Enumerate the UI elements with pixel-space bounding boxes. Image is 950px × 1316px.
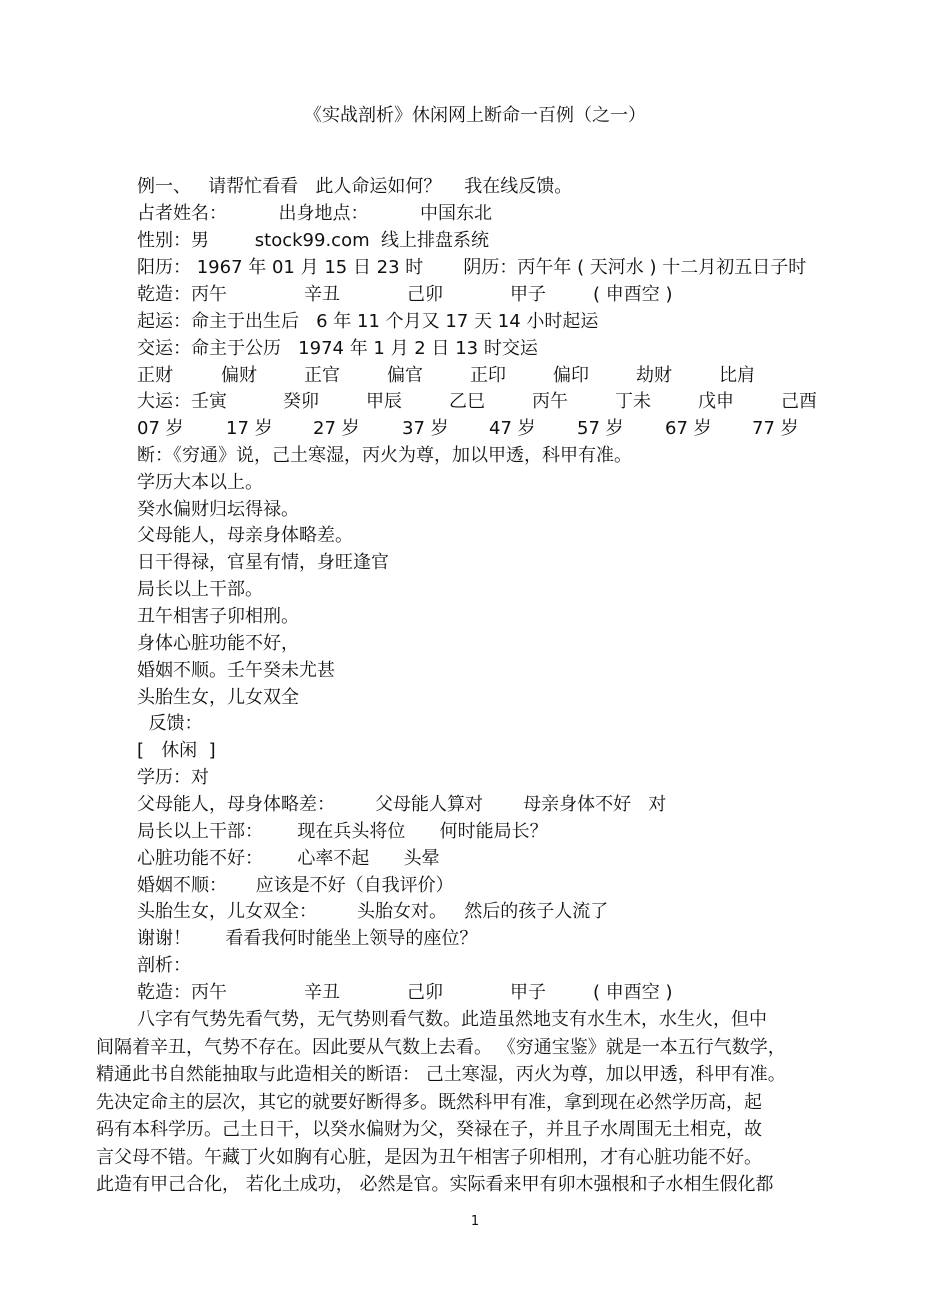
bazi-pillar: 辛丑 bbox=[304, 284, 340, 305]
paragraph-line: 先决定命主的层次，其它的就要好断得多。既然科甲有准，拿到现在必然学历高，起 bbox=[96, 1091, 762, 1113]
body-line: 局长以上干部。 bbox=[137, 579, 263, 600]
bazi-pillar: 甲子 bbox=[510, 982, 546, 1003]
dayun-item: 丁未 bbox=[615, 391, 651, 412]
dayun-item: 戊申 bbox=[698, 391, 734, 412]
author-tag: [ 休闲 ] bbox=[137, 740, 216, 761]
bazi-label: 乾造： bbox=[137, 982, 191, 1003]
bazi-kongwang: ( 申酉空 ) bbox=[593, 982, 673, 1003]
bazi-kongwang: ( 申酉空 ) bbox=[593, 284, 673, 305]
dayun-item: 癸卯 bbox=[283, 391, 319, 412]
bazi-pillar: 甲子 bbox=[510, 284, 546, 305]
shishen-item: 偏财 bbox=[221, 365, 257, 386]
bazi-pillar: 己卯 bbox=[407, 982, 443, 1003]
body-line: 断：《穷通》说，己土寒湿，丙火为尊，加以甲透，科甲有准。 bbox=[137, 445, 632, 466]
shishen-item: 劫财 bbox=[636, 365, 672, 386]
dayun-age: 27 岁 bbox=[313, 418, 360, 439]
dayun-item: 壬寅 bbox=[191, 391, 227, 412]
bazi-pillar: 己卯 bbox=[407, 284, 443, 305]
dayun-item: 乙巳 bbox=[449, 391, 485, 412]
dayun-label: 大运： bbox=[137, 391, 191, 412]
paragraph-line: 间隔着辛丑，气势不存在。因此要从气数上去看。 《穷通宝鉴》就是一本五行气数学， bbox=[96, 1036, 786, 1058]
dayun-item: 甲辰 bbox=[366, 391, 402, 412]
body-line: 局长以上干部： 现在兵头将位 何时能局长？ bbox=[137, 821, 548, 842]
intro-line: 例一、 请帮忙看看 此人命运如何？ 我在线反馈。 bbox=[137, 176, 573, 197]
body-line: 婚姻不顺： 应该是不好（自我评价） bbox=[137, 875, 454, 896]
bazi-label: 乾造： bbox=[137, 284, 191, 305]
body-line: 父母能人，母亲身体略差。 bbox=[137, 525, 353, 546]
dayun-age: 67 岁 bbox=[665, 418, 712, 439]
intro-line: 阳历： 1967 年 01 月 15 日 23 时 阴历：丙午年 ( 天河水 ) 十二月初五日子时 bbox=[137, 257, 807, 278]
shishen-item: 偏印 bbox=[553, 365, 589, 386]
paragraph-line: 此造有甲己合化， 若化土成功， 必然是官。实际看来甲有卯木强根和子水相生假化都 bbox=[96, 1174, 774, 1195]
analysis-heading: 剖析： bbox=[137, 955, 191, 976]
page-number: 1 bbox=[470, 1214, 480, 1229]
body-line: 谢谢！ 看看我何时能坐上领导的座位？ bbox=[137, 928, 478, 949]
shishen-item: 正印 bbox=[470, 365, 506, 386]
intro-line: 性别：男 stock99.com 线上排盘系统 bbox=[137, 230, 490, 251]
dayun-age: 37 岁 bbox=[402, 418, 449, 439]
body-line: 婚姻不顺。壬午癸未尤甚 bbox=[137, 660, 335, 681]
body-line: 癸水偏财归坛得禄。 bbox=[137, 499, 299, 520]
paragraph-line: 精通此书自然能抽取与此造相关的断语： 己土寒湿，丙火为尊，加以甲透，科甲有准。 bbox=[96, 1064, 786, 1085]
feedback-heading: 反馈： bbox=[137, 713, 203, 734]
body-line: 心脏功能不好： 心率不起 头晕 bbox=[137, 848, 440, 869]
qiyun-line: 起运：命主于出生后 6 年 11 个月又 17 天 14 小时起运 bbox=[137, 311, 599, 332]
dayun-item: 己酉 bbox=[781, 391, 817, 412]
body-line: 头胎生女，儿女双全 bbox=[137, 687, 299, 708]
analysis-paragraph bbox=[96, 1006, 856, 1199]
body-line: 丑午相害子卯相刑。 bbox=[137, 606, 299, 627]
body-line: 日干得禄，官星有情，身旺逢官 bbox=[137, 552, 389, 573]
shishen-item: 偏官 bbox=[387, 365, 423, 386]
body-line: 学历：对 bbox=[137, 767, 209, 788]
bazi-pillar: 丙午 bbox=[191, 284, 227, 305]
document-title: 《实战剖析》休闲网上断命一百例（之一） bbox=[304, 105, 646, 126]
dayun-age: 77 岁 bbox=[752, 418, 799, 439]
body-line: 父母能人，母身体略差： 父母能人算对 母亲身体不好 对 bbox=[137, 794, 667, 815]
intro-line: 占者姓名： 出身地点： 中国东北 bbox=[137, 203, 492, 224]
shishen-item: 正财 bbox=[137, 365, 173, 386]
paragraph-line: 码有本科学历。己土日干，以癸水偏财为父，癸禄在子，并且子水周围无土相克，故 bbox=[96, 1119, 762, 1140]
dayun-age: 57 岁 bbox=[577, 418, 624, 439]
body-line: 学历大本以上。 bbox=[137, 472, 263, 493]
dayun-age: 47 岁 bbox=[489, 418, 536, 439]
bazi-pillar: 丙午 bbox=[191, 982, 227, 1003]
paragraph-line: 八字有气势先看气势，无气势则看气数。此造虽然地支有水生木，水生火，但中 bbox=[137, 1009, 767, 1030]
paragraph-line: 言父母不错。午藏丁火如胸有心脏，是因为丑午相害子卯相刑，才有心脏功能不好。 bbox=[96, 1146, 762, 1168]
shishen-item: 正官 bbox=[304, 365, 340, 386]
body-line: 身体心脏功能不好， bbox=[137, 633, 299, 654]
dayun-age: 07 岁 bbox=[137, 418, 184, 439]
shishen-item: 比肩 bbox=[719, 365, 755, 386]
body-line: 头胎生女，儿女双全： 头胎女对。 然后的孩子人流了 bbox=[137, 901, 609, 922]
jiaoyun-line: 交运：命主于公历 1974 年 1 月 2 日 13 时交运 bbox=[137, 338, 538, 359]
dayun-item: 丙午 bbox=[532, 391, 568, 412]
bazi-pillar: 辛丑 bbox=[304, 982, 340, 1003]
dayun-age: 17 岁 bbox=[226, 418, 273, 439]
